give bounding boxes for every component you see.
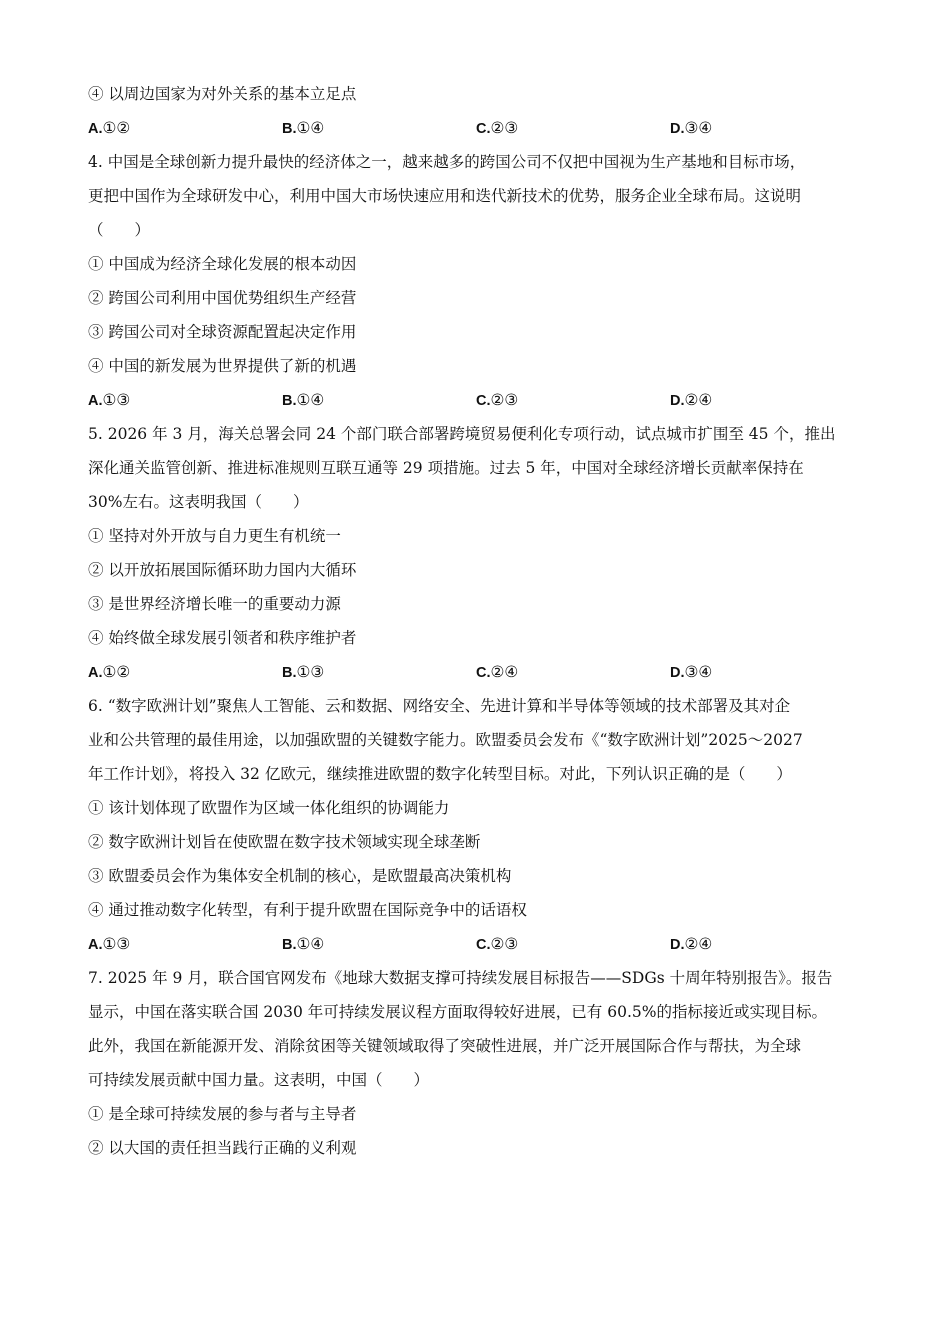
q3-option-b: B.①④ [282,119,325,137]
q3-option-a: A.①② [88,119,131,137]
q3-item-4: ④ 以周边国家为对外关系的基本立足点 [88,85,357,103]
q4-option-c: C.②③ [476,391,519,409]
q7-item-1: ① 是全球可持续发展的参与者与主导者 [88,1105,357,1123]
q6-item-1: ① 该计划体现了欧盟作为区域一体化组织的协调能力 [88,799,450,817]
q7-stem-line: 可持续发展贡献中国力量。这表明，中国（ ） [88,1071,430,1089]
q4-item-1: ① 中国成为经济全球化发展的根本动因 [88,255,357,273]
q5-option-a: A.①② [88,663,131,681]
q6-stem-line: 业和公共管理的最佳用途，以加强欧盟的关键数字能力。欧盟委员会发布《“数字欧洲计划”2025～2027 [88,731,803,749]
q4-stem-line: 4. 中国是全球创新力提升最快的经济体之一，越来越多的跨国公司不仅把中国视为生产基地和目标市场， [88,153,806,171]
q7-stem-line: 此外，我国在新能源开发、消除贫困等关键领域取得了突破性进展，并广泛开展国际合作与帮扶，为全球 [88,1037,802,1055]
q7-item-2: ② 以大国的责任担当践行正确的义利观 [88,1139,357,1157]
q5-stem-line: 深化通关监管创新、推进标准规则互联互通等 29 项措施。过去 5 年，中国对全球经济增长贡献率保持在 [88,459,804,477]
q4-item-4: ④ 中国的新发展为世界提供了新的机遇 [88,357,357,375]
q6-option-b: B.①④ [282,935,325,953]
q5-item-3: ③ 是世界经济增长唯一的重要动力源 [88,595,341,613]
q5-stem-line: 30%左右。这表明我国（ ） [88,493,309,511]
q5-option-b: B.①③ [282,663,325,681]
question-4 [88,145,868,417]
q7-stem-line: 显示，中国在落实联合国 2030 年可持续发展议程方面取得较好进展，已有 60.5%的指标接近或实现目标。 [88,1003,827,1021]
q5-item-1: ① 坚持对外开放与自力更生有机统一 [88,527,341,545]
q6-option-a: A.①③ [88,935,131,953]
q4-options [88,383,868,417]
q5-option-c: C.②④ [476,663,519,681]
q6-item-4: ④ 通过推动数字化转型，有利于提升欧盟在国际竞争中的话语权 [88,901,527,919]
q6-option-d: D.②④ [670,935,713,953]
q7-stem-line: 7. 2025 年 9 月，联合国官网发布《地球大数据支撑可持续发展目标报告——SDGs 十周年特别报告》。报告 [88,969,833,987]
question-5 [88,417,868,689]
q6-item-3: ③ 欧盟委员会作为集体安全机制的核心，是欧盟最高决策机构 [88,867,512,885]
q4-item-2: ② 跨国公司利用中国优势组织生产经营 [88,289,357,307]
q4-item-3: ③ 跨国公司对全球资源配置起决定作用 [88,323,357,341]
q4-option-a: A.①③ [88,391,131,409]
q4-stem-line: 更把中国作为全球研发中心，利用中国大市场快速应用和迭代新技术的优势，服务企业全球布局。这说明 [88,187,802,205]
q6-item-2: ② 数字欧洲计划旨在使欧盟在数字技术领域实现全球垄断 [88,833,481,851]
q3-option-c: C.②③ [476,119,519,137]
q6-stem-line: 年工作计划》，将投入 32 亿欧元，继续推进欧盟的数字化转型目标。对此，下列认识正确的是（ ） [88,765,792,783]
q5-item-2: ② 以开放拓展国际循环助力国内大循环 [88,561,357,579]
q3-option-d: D.③④ [670,119,713,137]
exam-page [88,77,868,1165]
q3-options [88,111,868,145]
q5-option-d: D.③④ [670,663,713,681]
q6-stem-line: 6. “数字欧洲计划”聚焦人工智能、云和数据、网络安全、先进计算和半导体等领域的技术部署及其对企 [88,697,791,715]
q5-item-4: ④ 始终做全球发展引领者和秩序维护者 [88,629,357,647]
question-6 [88,689,868,961]
q5-stem-line: 5. 2026 年 3 月，海关总署会同 24 个部门联合部署跨境贸易便利化专项行动，试点城市扩围至 45 个，推出 [88,425,836,443]
question-7 [88,961,868,1165]
q6-options [88,927,868,961]
question-3 [88,77,868,145]
q6-option-c: C.②③ [476,935,519,953]
q5-options [88,655,868,689]
q4-option-b: B.①④ [282,391,325,409]
q4-stem-line: （ ） [88,221,151,239]
q4-option-d: D.②④ [670,391,713,409]
